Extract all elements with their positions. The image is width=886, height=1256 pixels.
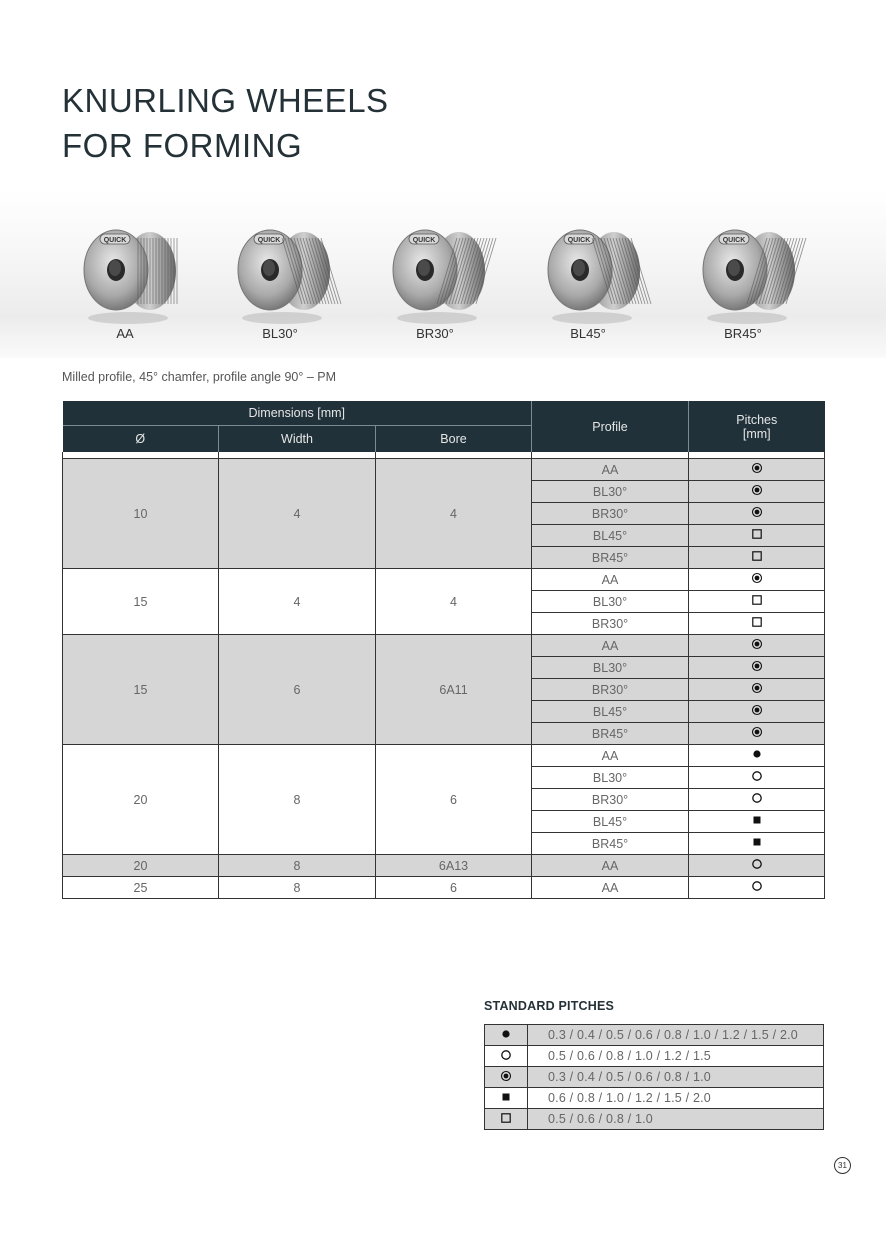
pitch-symbol-cell: [689, 547, 825, 569]
wheel-profile-label: BL45°: [570, 326, 606, 341]
pitch-symbol-cell: [689, 503, 825, 525]
pitch-legend-row: [485, 1109, 824, 1130]
knurling-wheel-image: [222, 214, 332, 334]
page-title: [62, 78, 389, 168]
open-circle-icon: [751, 770, 763, 782]
open-circle-icon: [500, 1049, 512, 1061]
profile-cell: BR30°: [532, 789, 689, 811]
width-cell: 8: [219, 877, 376, 899]
open-circle-icon: [751, 858, 763, 870]
pitch-legend-values: 0.5 / 0.6 / 0.8 / 1.0: [528, 1109, 824, 1130]
pitch-symbol-cell: [689, 591, 825, 613]
width-cell: 8: [219, 745, 376, 855]
profile-cell: BL30°: [532, 657, 689, 679]
pitch-symbol-cell: [689, 657, 825, 679]
knurling-wheel-image: [68, 214, 178, 334]
dimensions-header: Dimensions [mm]: [63, 401, 532, 426]
knurling-wheel-image: [532, 214, 642, 334]
knurling-wheel-image: [687, 214, 797, 334]
profile-cell: AA: [532, 855, 689, 877]
pitch-legend-symbol-cell: [485, 1088, 528, 1109]
page-title-line-2: FOR FORMING: [62, 127, 303, 164]
width-cell: 4: [219, 569, 376, 635]
pitch-symbol-cell: [689, 613, 825, 635]
profile-caption: Milled profile, 45° chamfer, profile angle 90° – PM: [62, 370, 337, 384]
open-square-icon: [751, 528, 763, 540]
profile-cell: BR30°: [532, 679, 689, 701]
filled-square-icon: [751, 836, 763, 848]
profile-cell: BR45°: [532, 547, 689, 569]
standard-pitches-body: [485, 1025, 824, 1130]
double-circle-icon: [751, 506, 763, 518]
double-circle-icon: [751, 682, 763, 694]
quick-logo: QUICK: [103, 237, 127, 244]
profile-cell: BL45°: [532, 701, 689, 723]
quick-logo: QUICK: [257, 237, 281, 244]
bore-cell: 6A13: [376, 855, 532, 877]
pitch-symbol-cell: [689, 745, 825, 767]
table-row: [63, 855, 825, 877]
double-circle-icon: [751, 638, 763, 650]
profile-header: Profile: [532, 401, 689, 452]
page-title-line-1: KNURLING WHEELS: [62, 82, 389, 119]
profile-cell: BR45°: [532, 723, 689, 745]
pitch-legend-values: 0.6 / 0.8 / 1.0 / 1.2 / 1.5 / 2.0: [528, 1088, 824, 1109]
double-circle-icon: [751, 462, 763, 474]
pitch-symbol-cell: [689, 723, 825, 745]
diameter-cell: 20: [63, 745, 219, 855]
pitch-symbol-cell: [689, 679, 825, 701]
pitch-legend-values: 0.5 / 0.6 / 0.8 / 1.0 / 1.2 / 1.5: [528, 1046, 824, 1067]
width-cell: 4: [219, 459, 376, 569]
profile-cell: BL30°: [532, 591, 689, 613]
wheel-profile-label: BR30°: [416, 326, 454, 341]
double-circle-icon: [751, 660, 763, 672]
page-number: 31: [834, 1157, 851, 1174]
pitch-symbol-cell: [689, 635, 825, 657]
open-square-icon: [751, 550, 763, 562]
open-circle-icon: [751, 792, 763, 804]
pitch-symbol-cell: [689, 701, 825, 723]
filled-square-icon: [751, 814, 763, 826]
pitch-symbol-cell: [689, 459, 825, 481]
double-circle-icon: [751, 726, 763, 738]
table-row: [63, 635, 825, 657]
dimensions-table: [62, 401, 825, 899]
bore-cell: 6: [376, 745, 532, 855]
table-row: [63, 459, 825, 481]
pitch-symbol-cell: [689, 481, 825, 503]
pitch-legend-row: [485, 1088, 824, 1109]
pitches-header-line-2: [mm]: [742, 426, 771, 441]
profile-cell: BL45°: [532, 811, 689, 833]
bore-header: Bore: [376, 426, 532, 453]
pitches-header-line-1: Pitches: [736, 412, 778, 427]
profile-cell: BR30°: [532, 613, 689, 635]
pitch-legend-symbol-cell: [485, 1025, 528, 1046]
double-circle-icon: [751, 572, 763, 584]
profile-cell: BL30°: [532, 481, 689, 503]
pitch-symbol-cell: [689, 833, 825, 855]
pitch-legend-symbol-cell: [485, 1046, 528, 1067]
table-row: [63, 569, 825, 591]
diameter-cell: 10: [63, 459, 219, 569]
pitch-symbol-cell: [689, 789, 825, 811]
wheel-profile-label: BR45°: [724, 326, 762, 341]
filled-circle-icon: [751, 748, 763, 760]
pitches-header: [689, 401, 825, 452]
profile-cell: AA: [532, 877, 689, 899]
table-row: [63, 877, 825, 899]
pitch-symbol-cell: [689, 877, 825, 899]
pitch-symbol-cell: [689, 855, 825, 877]
open-circle-icon: [751, 880, 763, 892]
pitch-legend-values: 0.3 / 0.4 / 0.5 / 0.6 / 0.8 / 1.0: [528, 1067, 824, 1088]
bore-cell: 6A11: [376, 635, 532, 745]
quick-logo: QUICK: [722, 237, 746, 244]
filled-circle-icon: [500, 1028, 512, 1040]
table-row: [63, 745, 825, 767]
filled-square-icon: [500, 1091, 512, 1103]
quick-logo: QUICK: [567, 237, 591, 244]
pitch-legend-row: [485, 1025, 824, 1046]
standard-pitches-table: [484, 1024, 824, 1130]
width-header: Width: [219, 426, 376, 453]
open-square-icon: [751, 594, 763, 606]
bore-cell: 6: [376, 877, 532, 899]
diameter-cell: 20: [63, 855, 219, 877]
diameter-cell: 25: [63, 877, 219, 899]
pitch-legend-symbol-cell: [485, 1109, 528, 1130]
diameter-header: Ø: [63, 426, 219, 453]
wheel-profile-label: AA: [116, 326, 134, 341]
open-square-icon: [500, 1112, 512, 1124]
wheel-profile-label: BL30°: [262, 326, 298, 341]
profile-cell: BR45°: [532, 833, 689, 855]
pitch-legend-row: [485, 1046, 824, 1067]
dimensions-table-body: [63, 452, 825, 899]
pitch-symbol-cell: [689, 525, 825, 547]
profile-cell: BL45°: [532, 525, 689, 547]
profile-cell: AA: [532, 745, 689, 767]
open-square-icon: [751, 616, 763, 628]
double-circle-icon: [751, 704, 763, 716]
double-circle-icon: [500, 1070, 512, 1082]
profile-cell: BL30°: [532, 767, 689, 789]
pitch-legend-row: [485, 1067, 824, 1088]
pitch-legend-symbol-cell: [485, 1067, 528, 1088]
pitch-legend-values: 0.3 / 0.4 / 0.5 / 0.6 / 0.8 / 1.0 / 1.2 / 1.5 / 2.0: [528, 1025, 824, 1046]
profile-cell: AA: [532, 569, 689, 591]
profile-cell: BR30°: [532, 503, 689, 525]
pitch-symbol-cell: [689, 811, 825, 833]
standard-pitches-title: STANDARD PITCHES: [484, 999, 615, 1013]
pitch-symbol-cell: [689, 569, 825, 591]
diameter-cell: 15: [63, 635, 219, 745]
profile-cell: AA: [532, 635, 689, 657]
bore-cell: 4: [376, 459, 532, 569]
width-cell: 6: [219, 635, 376, 745]
double-circle-icon: [751, 484, 763, 496]
diameter-cell: 15: [63, 569, 219, 635]
quick-logo: QUICK: [412, 237, 436, 244]
width-cell: 8: [219, 855, 376, 877]
bore-cell: 4: [376, 569, 532, 635]
knurling-wheel-image: [377, 214, 487, 334]
pitch-symbol-cell: [689, 767, 825, 789]
profile-cell: AA: [532, 459, 689, 481]
